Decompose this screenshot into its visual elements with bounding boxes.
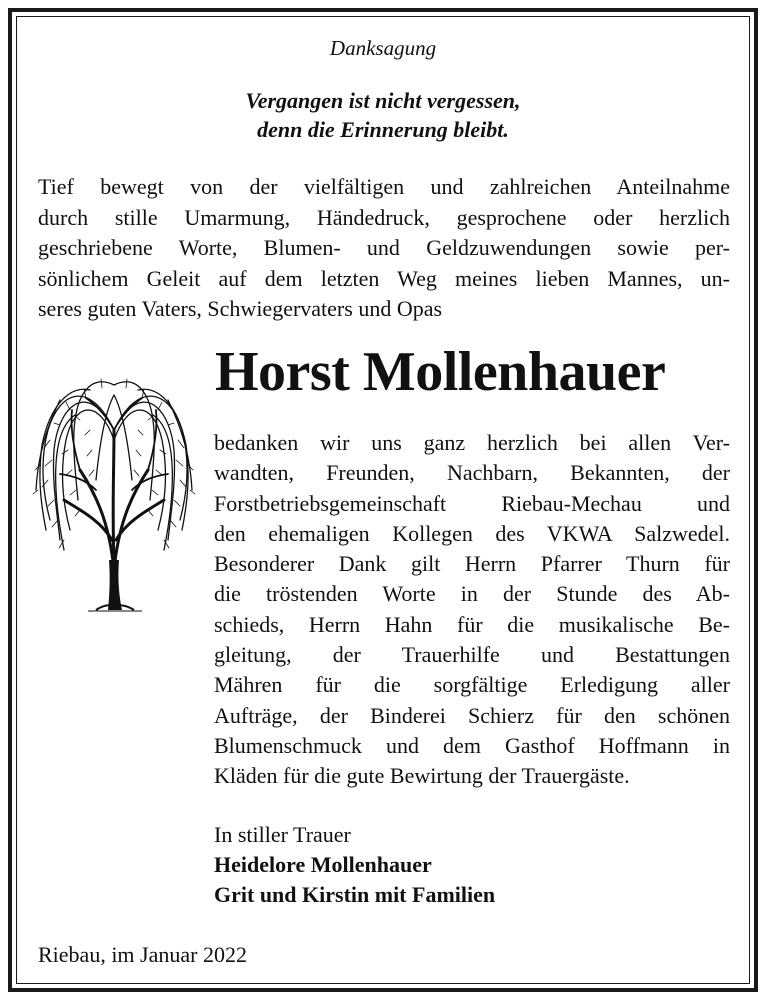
intro-line: sönlichem Geleit auf dem letzten Weg meines lieben Mannes, un- bbox=[38, 265, 730, 291]
thanks-line: Kläden für die gute Bewirtung der Trauergäste. bbox=[214, 763, 630, 789]
intro-line: Tief bewegt von der vielfältigen und zahlreichen Anteilnahme bbox=[38, 174, 730, 199]
intro-line: durch stille Umarmung, Händedruck, gesprochene oder herzlich bbox=[38, 204, 730, 230]
motto bbox=[0, 86, 766, 144]
thanks-line: Besonderer Dank gilt Herrn Pfarrer Thurn für bbox=[214, 551, 730, 577]
motto-line: Vergangen ist nicht vergessen, bbox=[245, 88, 521, 113]
signature-block bbox=[214, 820, 495, 910]
intro-line: seres guten Vaters, Schwiegervaters und Opas bbox=[38, 296, 443, 321]
thanks-line: gleitung, der Trauerhilfe und Bestattungen bbox=[214, 642, 730, 668]
thanks-line: Aufträge, der Binderei Schierz für den schönen bbox=[214, 702, 730, 728]
thanks-line: die tröstenden Worte in der Stunde des Ab- bbox=[214, 581, 730, 607]
thanks-line: Forstbetriebsgemeinschaft Riebau-Mechau und bbox=[214, 490, 730, 516]
intro-paragraph bbox=[38, 172, 730, 325]
intro-line: geschriebene Worte, Blumen- und Geldzuwendungen sowie per- bbox=[38, 235, 730, 260]
place-date: Riebau, im Januar 2022 bbox=[38, 942, 247, 967]
thanks-line: bedanken wir uns ganz herzlich bei allen Ver- bbox=[214, 430, 730, 455]
thanks-paragraph bbox=[214, 428, 730, 792]
willow-tree-icon bbox=[30, 370, 198, 614]
motto-line: denn die Erinnerung bleibt. bbox=[257, 117, 509, 142]
thanks-line: den ehemaligen Kollegen des VKWA Salzwedel. bbox=[214, 520, 730, 546]
signature-name: Heidelore Mollenhauer bbox=[214, 852, 432, 877]
thanks-line: Mähren für die sorgfältige Erledigung aller bbox=[214, 672, 730, 698]
thanks-line: schieds, Herrn Hahn für die musikalische Be- bbox=[214, 611, 730, 637]
signature-intro: In stiller Trauer bbox=[214, 822, 351, 847]
thanks-line: wandten, Freunden, Nachbarn, Bekannten, der bbox=[214, 460, 730, 486]
notice-heading: Danksagung bbox=[329, 36, 437, 60]
signature-name: Grit und Kirstin mit Familien bbox=[214, 882, 496, 907]
deceased-name: Horst Mollenhauer bbox=[215, 341, 666, 403]
thanks-line: Blumenschmuck und dem Gasthof Hoffmann in bbox=[214, 732, 730, 758]
